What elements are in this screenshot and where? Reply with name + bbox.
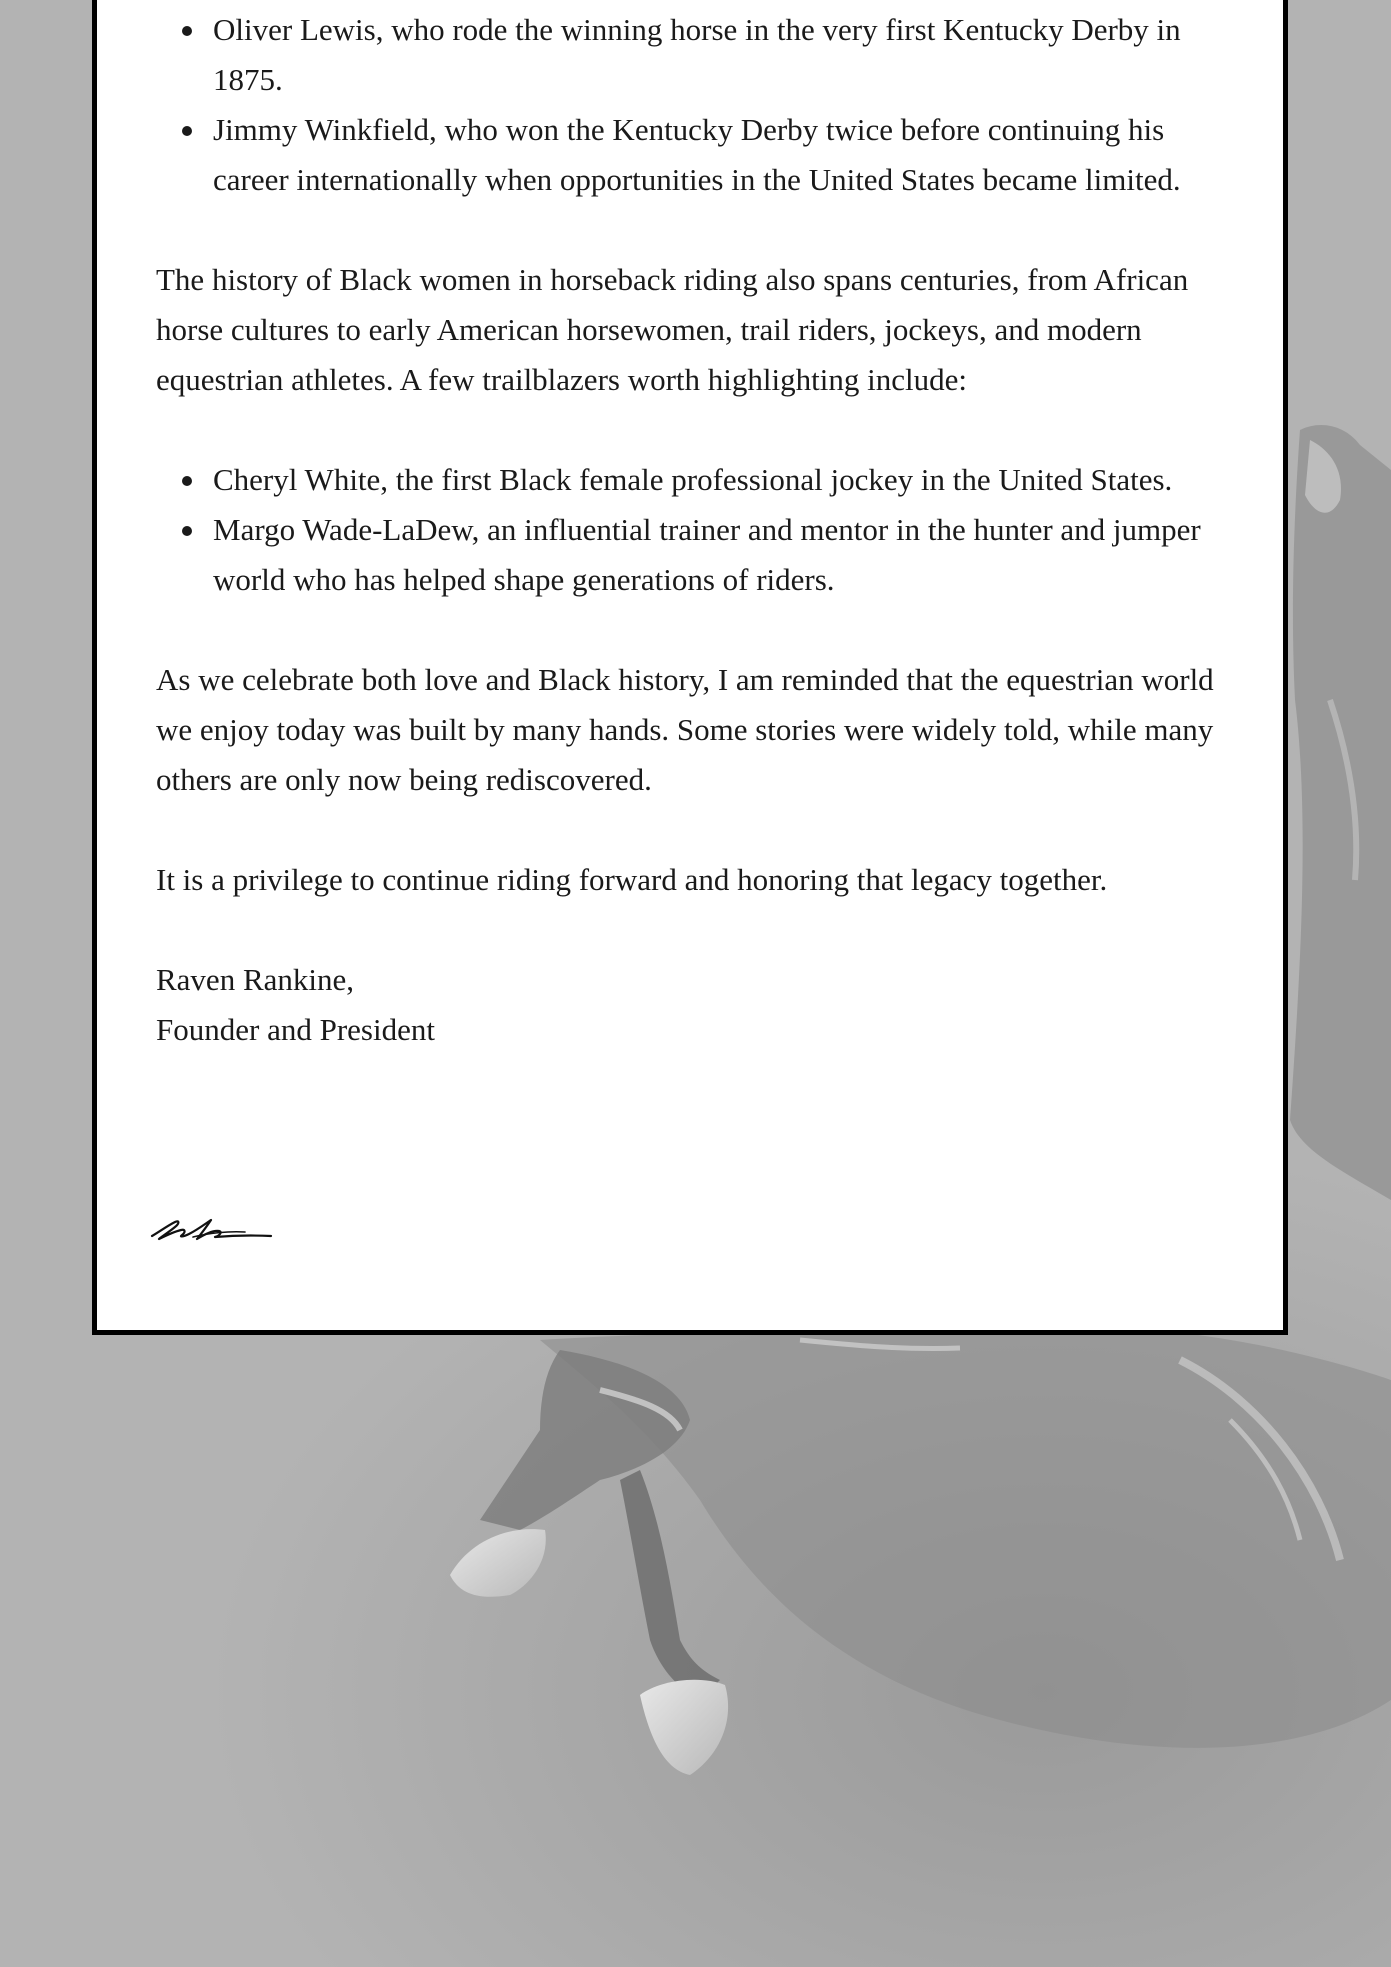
list-item-cheryl-white: Cheryl White, the first Black female professional jockey in the United States. <box>213 455 1246 505</box>
handwritten-signature-image <box>149 1210 279 1246</box>
trailblazers-list <box>156 455 1246 605</box>
paragraph-celebrate: As we celebrate both love and Black history, I am reminded that the equestrian world we enjoy today was built by many hands. Some stories were widely told, while many others are only now being rediscovered. <box>156 662 1214 797</box>
signoff-name: Raven Rankine, <box>156 962 355 997</box>
list-item-oliver-lewis: Oliver Lewis, who rode the winning horse in the very first Kentucky Derby in 1875. <box>213 5 1246 105</box>
signoff-title: Founder and President <box>156 1012 435 1047</box>
letter-card <box>92 0 1288 1335</box>
jockeys-list <box>156 5 1246 205</box>
list-item-margo-wade-ladew: Margo Wade-LaDew, an influential trainer and mentor in the hunter and jumper world who has helped shape generations of riders. <box>213 505 1246 605</box>
list-item-jimmy-winkfield: Jimmy Winkfield, who won the Kentucky Derby twice before continuing his career internationally when opportunities in the United States became limited. <box>213 105 1246 205</box>
paragraph-black-women-history: The history of Black women in horseback riding also spans centuries, from African horse cultures to early American horsewomen, trail riders, jockeys, and modern equestrian athletes. A few trailblazers worth highlighting include: <box>156 262 1189 397</box>
letter-body <box>156 5 1246 1055</box>
paragraph-privilege: It is a privilege to continue riding forward and honoring that legacy together. <box>156 862 1108 897</box>
